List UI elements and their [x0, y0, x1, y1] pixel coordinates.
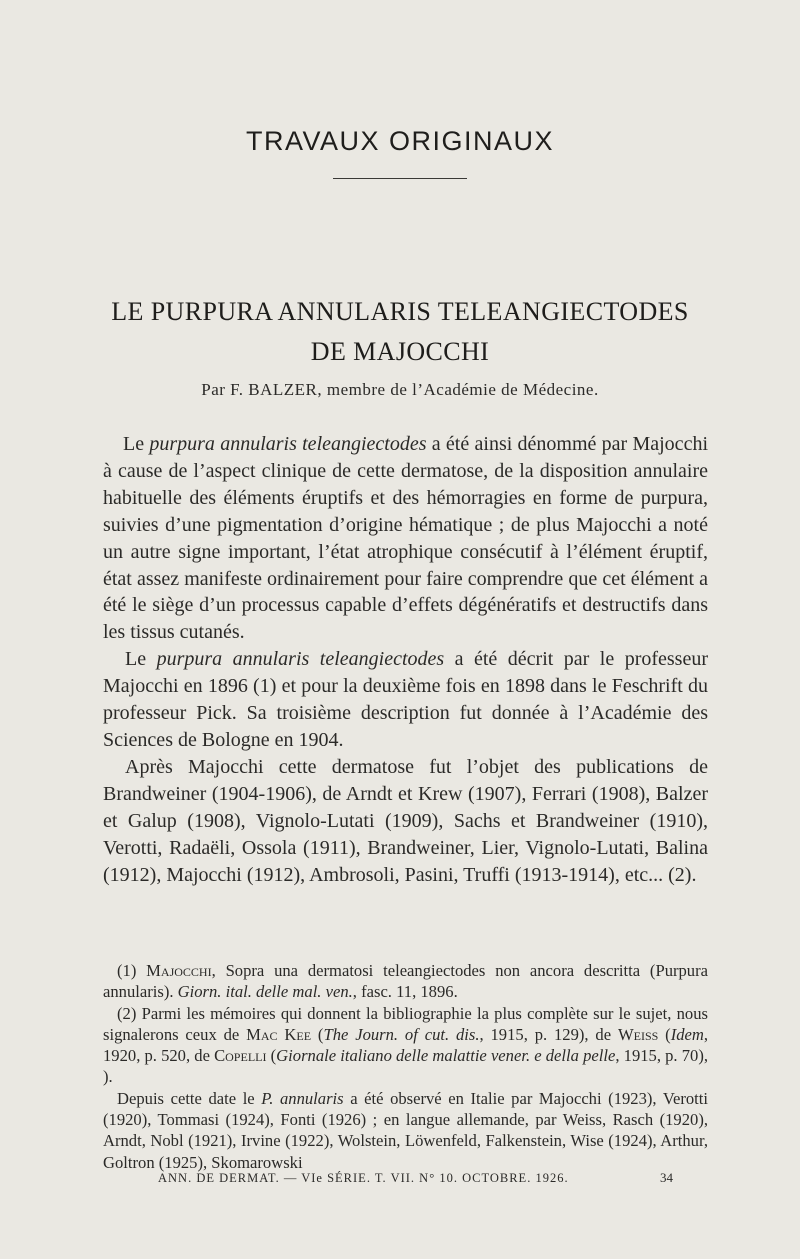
- p2-italic: purpura annularis teleangiectodes: [156, 648, 445, 671]
- title-line-2: DE MAJOCCHI: [310, 337, 490, 366]
- p2-text-a: Le: [125, 648, 157, 671]
- section-heading: TRAVAUX ORIGINAUX: [245, 126, 555, 156]
- running-foot: ANN. DE DERMAT. — VIe SÉRIE. T. VII. N° 10. OCTOBRE. 1926.: [158, 1171, 569, 1185]
- fn1-journal: Giorn. ital. delle mal. ven.: [177, 982, 353, 1002]
- fn2-author-1: Mac Kee: [246, 1024, 312, 1044]
- fn2-text-d: (: [658, 1024, 671, 1044]
- footnotes: [103, 960, 708, 1173]
- fn2-journal-2: Idem: [670, 1024, 704, 1044]
- byline-prefix: Par F.: [201, 380, 249, 399]
- footnote-1: [103, 960, 708, 1003]
- p1-text-a: Le: [123, 433, 150, 455]
- paragraph-3: Après Majocchi cette dermatose fut l’objet des publications de Brandweiner (1904-1906), de Arndt et Krew (1907), Ferrari (1908), Balzer et Galup (1908), Vignolo-Lutati (1909), Sachs et Brandweiner (1910), Verotti, Radaëli, Ossola (1911), Brandweiner, Lier, Vignolo-Lutati, Balina (1912), Majocchi (1912), Ambrosoli, Pasini, Truffi (1913-1914), etc... (2).: [103, 755, 708, 886]
- fn1-marker: (1): [117, 961, 147, 980]
- fn1-text-c: , fasc. 11, 1896.: [352, 982, 458, 1002]
- byline-author: BALZER: [248, 380, 318, 399]
- fn2-text-c: , 1915, p. 129), de: [479, 1024, 618, 1044]
- p1-text-b: a été ainsi dénommé par Majocchi à cause de l’aspect clinique de cette dermatose, de la disposition annulaire habituelle des éléments éruptifs et des hémorragies en forme de purpura, suivies d’une pigmentation d’origine hématique ; de plus Majocchi a noté un autre signe important, l’état atrophique consécutif à l’élément éruptif, état assez manifeste ordinairement pour faire comprendre que cet élément a été le siège d’un processus capable d’effets dégénératifs et destructifs dans les tissus cutanés.: [103, 433, 708, 644]
- article-body: [103, 431, 708, 888]
- fn2-text-b: (: [311, 1024, 324, 1044]
- heading-rule: [333, 178, 467, 179]
- paragraph-1: [103, 431, 708, 646]
- fn2-text-g: , 1915, p. 70), ).: [103, 1046, 708, 1087]
- article-title: [60, 292, 740, 372]
- page-number: 34: [660, 1170, 673, 1185]
- fn2-text-f: (: [266, 1046, 277, 1066]
- byline-suffix: , membre de l’Académie de Médecine.: [317, 380, 599, 399]
- fn2-journal-1: The Journ. of cut. dis.: [323, 1024, 480, 1044]
- fn2-text-a: (2) Parmi les mémoires qui donnent la bibliographie la plus complète sur le sujet, nous signalerons ceux de: [103, 1003, 708, 1044]
- title-line-1: LE PURPURA ANNULARIS TELEANGIECTODES: [111, 297, 689, 326]
- fn1-text-b: , Sopra una dermatosi teleangiectodes non ancora descritta (Purpura annularis).: [103, 961, 708, 1002]
- fn3-text-b: a été observé en Italie par Majocchi (1923), Verotti (1920), Tommasi (1924), Fonti (1926) ; en langue allemande, par Weiss, Rasch (1920), Arndt, Nobl (1921), Irvine (1922), Wolstein, Löwenfeld, Falkenstein, Wise (1924), Arthur, Goltron (1925), Skomarowski: [103, 1088, 708, 1172]
- p1-italic: purpura annularis teleangiectodes: [149, 433, 427, 455]
- footnote-2-continued: [103, 1088, 708, 1173]
- fn3-text-a: Depuis cette date le: [117, 1088, 262, 1108]
- footnote-2: [103, 1003, 708, 1088]
- fn2-text-e: , 1920, p. 520, de: [103, 1024, 709, 1066]
- fn2-author-2: Weiss: [617, 1024, 659, 1044]
- byline: [0, 380, 800, 400]
- p2-text-b: a été décrit par le professeur Majocchi en 1896 (1) et pour la deuxième fois en 1898 dans le Feschrift du professeur Pick. Sa troisième description fut donnée à l’Académie des Sciences de Bologne en 1904.: [103, 648, 709, 751]
- fn3-italic: P. annularis: [261, 1088, 344, 1108]
- fn2-journal-3: Giornale italiano delle malattie vener. e della pelle: [276, 1046, 616, 1066]
- fn1-author: Majocchi: [146, 961, 212, 980]
- paragraph-2: [103, 646, 708, 754]
- fn2-author-3: Copelli: [214, 1046, 267, 1066]
